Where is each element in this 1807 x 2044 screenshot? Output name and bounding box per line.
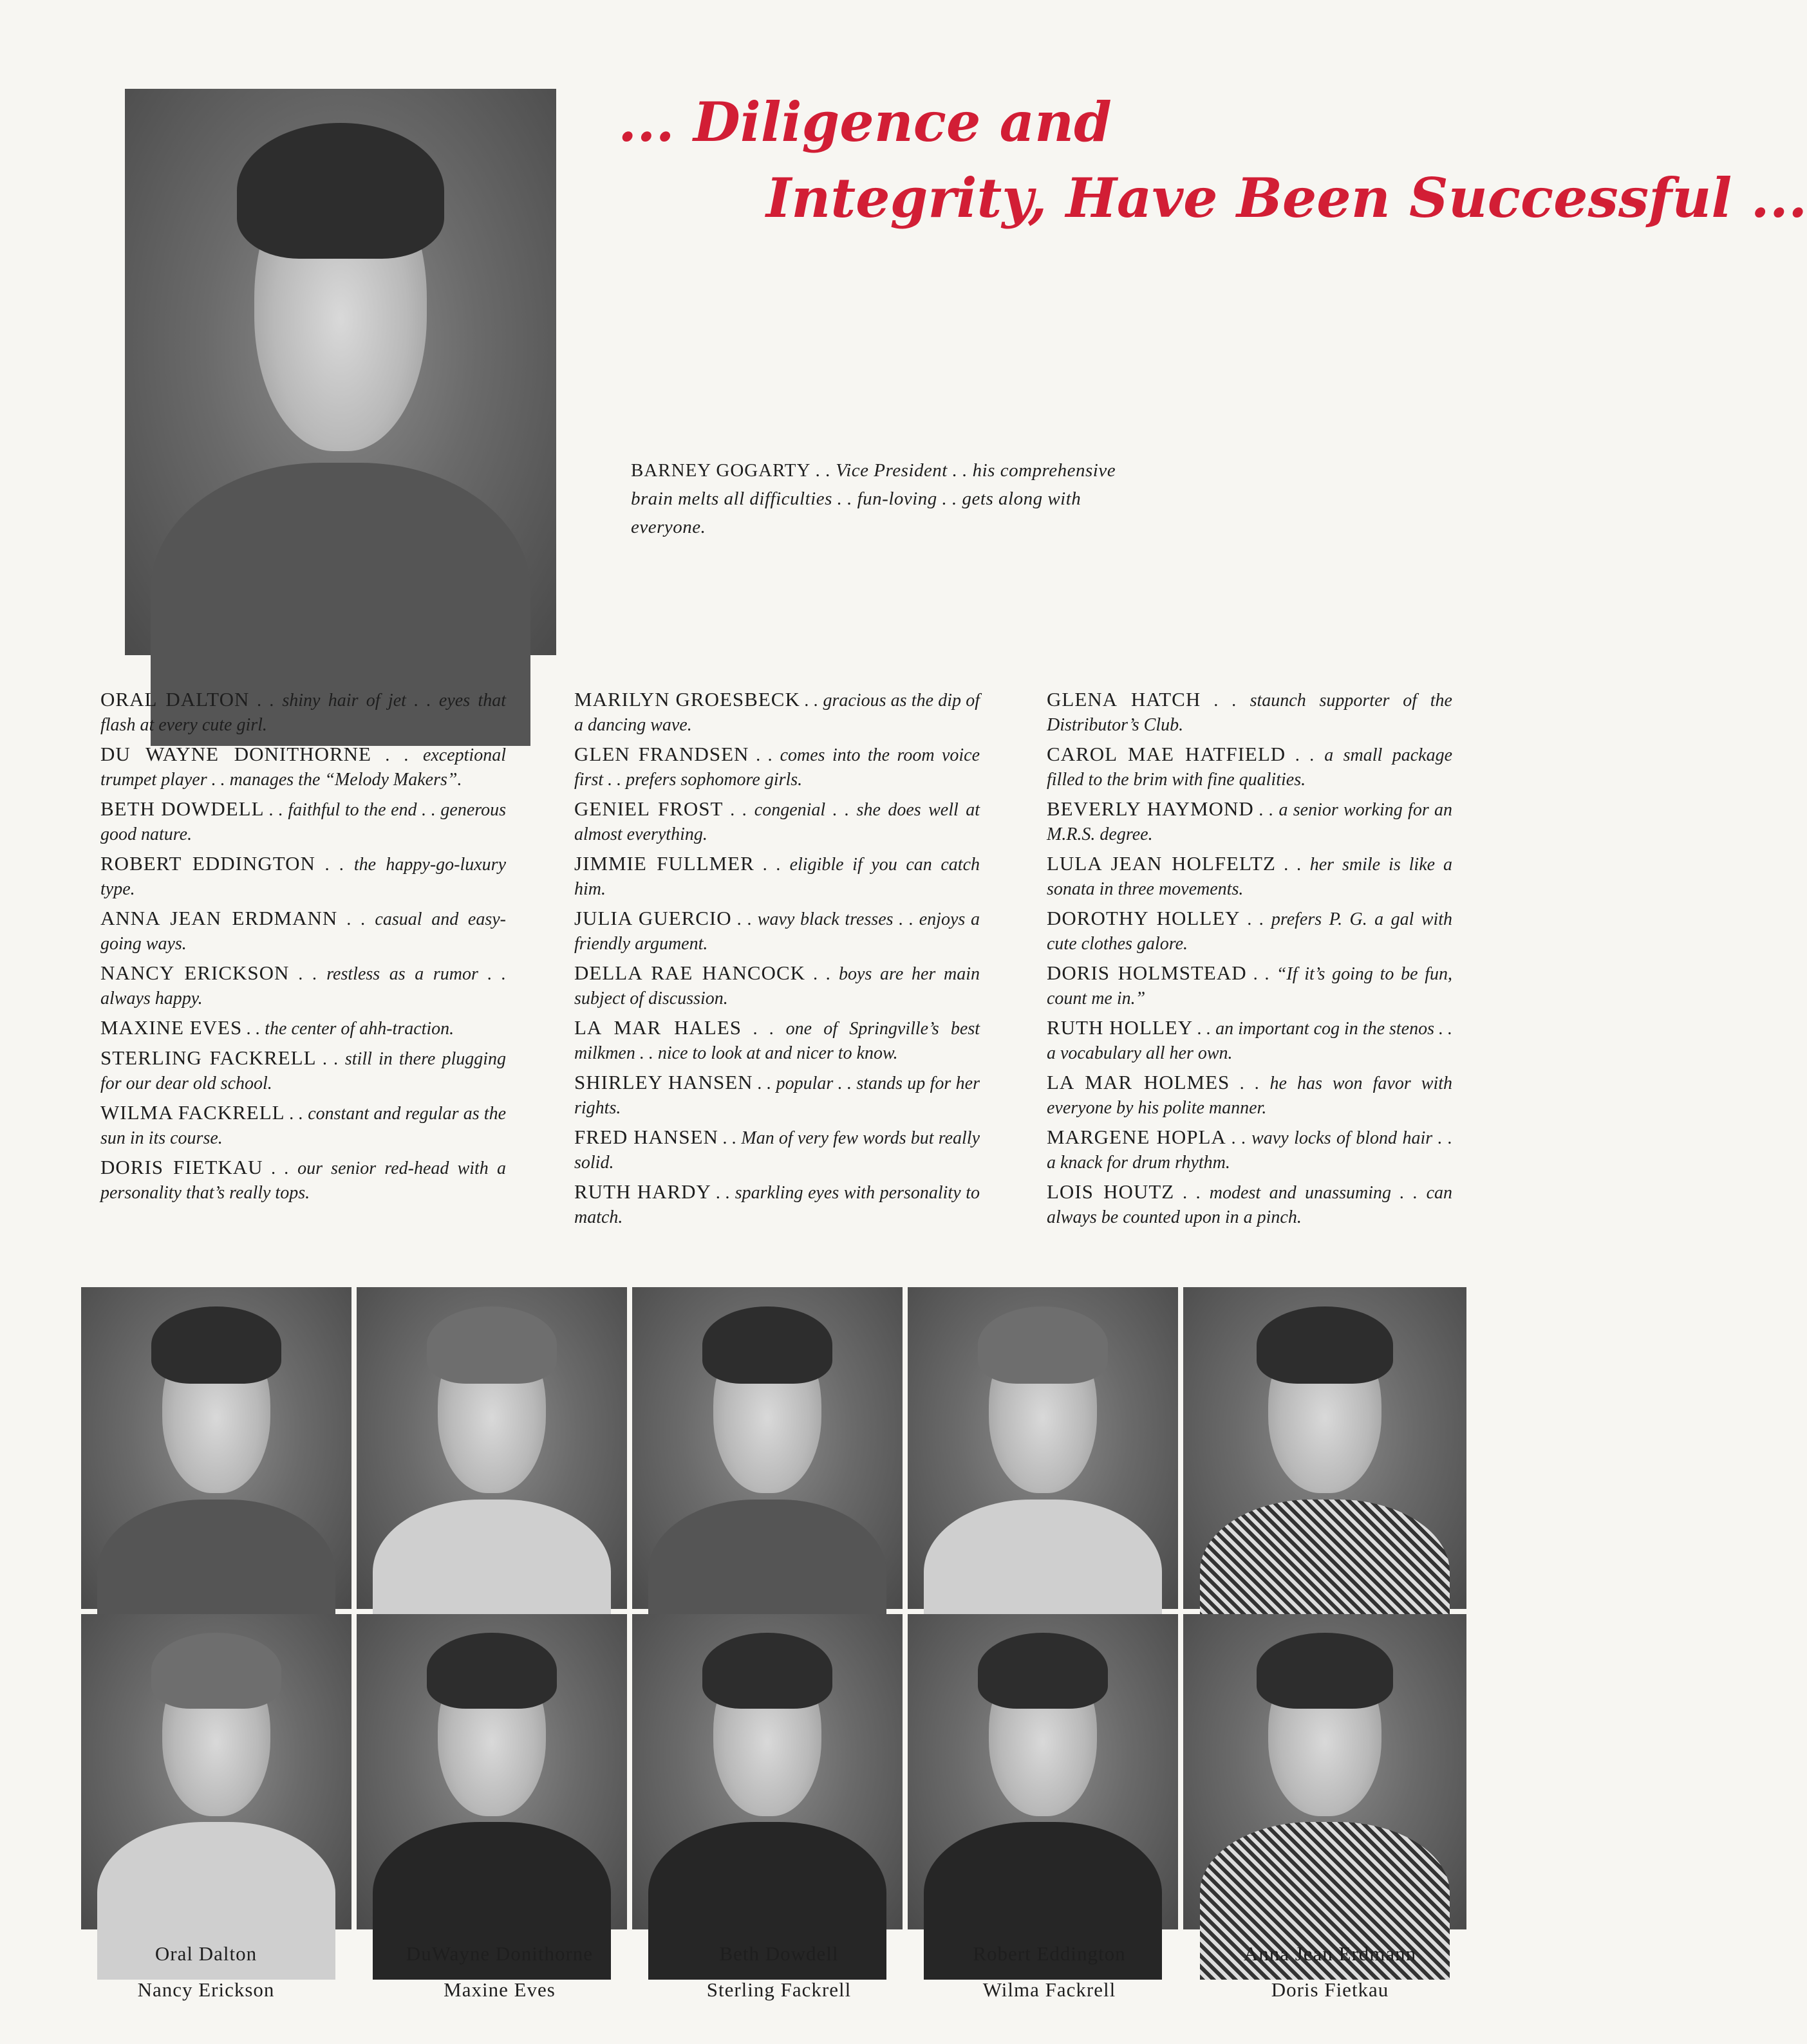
portrait-doris-fietkau [1183,1614,1466,1929]
senior-description: . . an important cog in the stenos . . a vocabulary all her own. [1047,1019,1453,1063]
caption-row-2 [0,1978,1578,2011]
senior-name: MARILYN GROESBECK [574,688,800,711]
senior-description: . . prefers P. G. a gal with cute clothes galore. [1047,909,1453,954]
senior-description: . . wavy black tresses . . enjoys a friendly argument. [574,909,980,954]
senior-entry [574,961,980,1011]
senior-name: DORIS HOLMSTEAD [1047,962,1247,984]
portrait-sterling-fackrell [632,1614,903,1929]
vice-president-description: . . Vice President . . his comprehensive brain melts all difficulties . . fun-loving . . gets along with everyone. [631,460,1116,537]
senior-description: . . Man of very few words but really solid. [574,1128,980,1173]
senior-description: . . boys are her main subject of discussion. [574,964,980,1008]
portrait-beth-dowdell [632,1287,903,1609]
senior-entry [574,906,980,956]
vice-president-caption [631,456,1133,541]
senior-name: LULA JEAN HOLFELTZ [1047,852,1276,875]
senior-name: JULIA GUERCIO [574,907,732,929]
vice-president-name: BARNEY GOGARTY [631,460,811,481]
senior-name: GENIEL FROST [574,797,724,820]
senior-description: . . shiny hair of jet . . eyes that flash at every cute girl. [100,691,506,735]
senior-name: DORIS FIETKAU [100,1156,263,1178]
senior-entry [574,1070,980,1120]
page-title-line-2: Integrity, Have Been Successful ... [766,166,1807,230]
senior-entry [1047,1125,1452,1175]
senior-name: DU WAYNE DONITHORNE [100,743,371,765]
portrait-nancy-erickson [81,1614,351,1929]
senior-description: . . eligible if you can catch him. [574,855,980,899]
senior-entry [574,687,980,738]
caption-beth-dowdell: Beth Dowdell [719,1942,839,1965]
senior-description: . . gracious as the dip of a dancing wave. [574,691,980,735]
senior-description: . . her smile is like a sonata in three movements. [1047,855,1452,899]
senior-column-1 [100,687,506,1210]
senior-entry [100,742,506,792]
senior-name: LA MAR HOLMES [1047,1071,1230,1093]
senior-description: . . he has won favor with everyone by his polite manner. [1047,1073,1452,1118]
senior-name: CAROL MAE HATFIELD [1047,743,1286,765]
senior-entry [574,1180,980,1230]
senior-entry [100,1046,506,1096]
senior-description: . . sparkling eyes with personality to match. [574,1183,980,1227]
senior-name: DOROTHY HOLLEY [1047,907,1241,929]
senior-description: . . comes into the room voice first . . prefers sophomore girls. [574,745,980,790]
senior-description: . . faithful to the end . . generous good nature. [100,800,507,844]
portrait-duwayne-donithorne [357,1287,627,1609]
caption-doris-fietkau: Doris Fietkau [1271,1978,1389,2001]
senior-name: ROBERT EDDINGTON [100,852,315,875]
senior-description: . . staunch supporter of the Distributor’s Club. [1047,691,1452,735]
senior-name: ORAL DALTON [100,688,250,711]
senior-name: LOIS HOUTZ [1047,1180,1175,1203]
senior-name: RUTH HARDY [574,1180,711,1203]
senior-entry [100,1101,506,1151]
senior-description: . . exceptional trumpet player . . manages the “Melody Makers”. [100,745,506,790]
senior-entry [574,851,980,902]
senior-entry [100,1016,506,1041]
caption-anna-jean-erdmann: Anna Jean Erdmann [1243,1942,1417,1965]
caption-nancy-erickson: Nancy Erickson [137,1978,275,2001]
senior-name: NANCY ERICKSON [100,962,290,984]
senior-name: WILMA FACKRELL [100,1101,285,1124]
vice-president-portrait [125,89,556,655]
senior-entry [100,961,506,1011]
caption-duwayne-donithorne: DuWayne Donithorne [406,1942,594,1965]
senior-description: . . still in there plugging for our dear old school. [100,1049,507,1093]
senior-description: . . wavy locks of blond hair . . a knack for drum rhythm. [1047,1128,1452,1173]
portrait-oral-dalton [81,1287,351,1609]
senior-entry [1047,851,1452,902]
senior-entry [1047,961,1452,1011]
caption-robert-eddington: Robert Eddington [973,1942,1126,1965]
senior-entry [100,687,506,738]
caption-oral-dalton: Oral Dalton [154,1942,257,1965]
senior-name: RUTH HOLLEY [1047,1016,1194,1039]
senior-entry [574,797,980,847]
senior-description: . . restless as a rumor . . always happy. [100,964,507,1008]
senior-description: . . our senior red-head with a personality that’s really tops. [100,1158,506,1203]
senior-name: SHIRLEY HANSEN [574,1071,753,1093]
senior-entry [1047,906,1452,956]
senior-entry [574,1125,980,1175]
senior-description: . . constant and regular as the sun in its course. [100,1104,507,1148]
portrait-maxine-eves [357,1614,627,1929]
senior-entry [1047,1070,1452,1120]
senior-name: ANNA JEAN ERDMANN [100,907,338,929]
portrait-anna-jean-erdmann [1183,1287,1466,1609]
senior-description: . . congenial . . she does well at almost everything. [574,800,980,844]
senior-name: DELLA RAE HANCOCK [574,962,806,984]
senior-description: . . the happy-go-luxury type. [100,855,507,899]
senior-column-2 [574,687,980,1234]
senior-column-3 [1047,687,1452,1234]
senior-name: JIMMIE FULLMER [574,852,754,875]
senior-entry [1047,687,1452,738]
senior-description: . . the center of ahh-traction. [247,1019,454,1039]
senior-entry [1047,1016,1452,1066]
portrait-wilma-fackrell [908,1614,1178,1929]
senior-description: . . a small package filled to the brim with fine qualities. [1047,745,1452,790]
senior-entry [1047,1180,1452,1230]
senior-name: FRED HANSEN [574,1126,718,1148]
senior-entry [574,742,980,792]
senior-entry [100,906,506,956]
senior-description: . . “If it’s going to be fun, count me in.” [1047,964,1452,1008]
senior-entry [100,797,506,847]
caption-maxine-eves: Maxine Eves [444,1978,556,2001]
senior-description: . . a senior working for an M.R.S. degree. [1047,800,1452,844]
senior-entry [574,1016,980,1066]
senior-entry [1047,797,1452,847]
portrait-robert-eddington [908,1287,1178,1609]
senior-name: LA MAR HALES [574,1016,742,1039]
senior-name: MAXINE EVES [100,1016,243,1039]
senior-entry [100,1155,506,1205]
senior-entry [100,851,506,902]
caption-sterling-fackrell: Sterling Fackrell [706,1978,852,2001]
senior-name: GLEN FRANDSEN [574,743,749,765]
senior-name: STERLING FACKRELL [100,1046,317,1069]
senior-description: . . one of Springville’s best milkmen . . nice to look at and nicer to know. [574,1019,980,1063]
senior-name: GLENA HATCH [1047,688,1201,711]
senior-name: BEVERLY HAYMOND [1047,797,1254,820]
senior-description: . . modest and unassuming . . can always be counted upon in a pinch. [1047,1183,1452,1227]
senior-description: . . casual and easy-going ways. [100,909,507,954]
caption-row-1 [0,1942,1578,1974]
senior-name: MARGENE HOPLA [1047,1126,1226,1148]
senior-description: . . popular . . stands up for her rights. [574,1073,980,1118]
senior-name: BETH DOWDELL [100,797,265,820]
page-title-line-1: ... Diligence and [618,90,1112,154]
senior-entry [1047,742,1452,792]
caption-wilma-fackrell: Wilma Fackrell [982,1978,1116,2001]
